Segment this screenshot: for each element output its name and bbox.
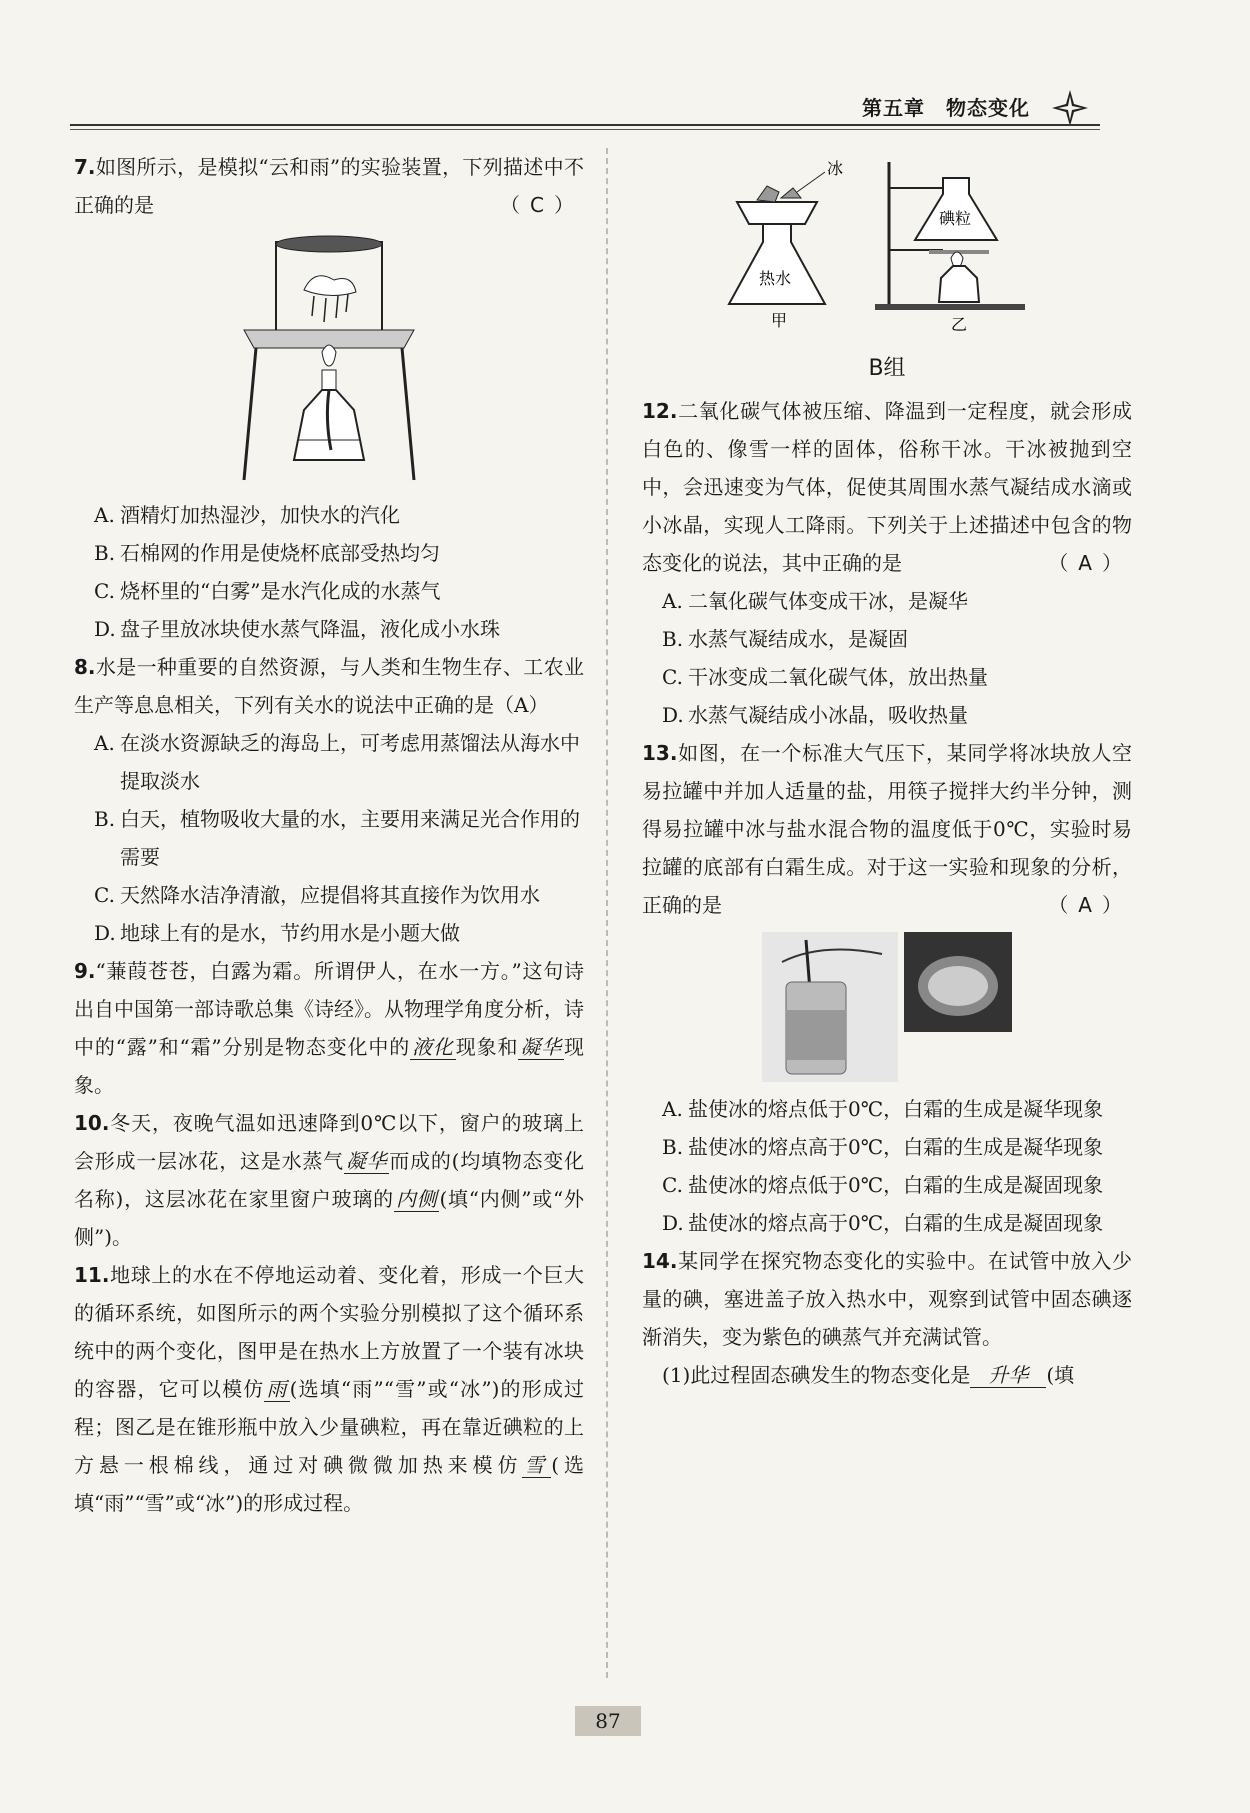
question-text: 某同学在探究物态变化的实验中。在试管中放入少量的碘，塞进盖子放入热水中，观察到试管中固态碘逐渐消失，变为紫色的碘蒸气并充满试管。 <box>642 1249 1132 1349</box>
iodine-label: 碘粒 <box>939 209 972 228</box>
option-text: 盘子里放冰块使水蒸气降温，液化成小水珠 <box>120 617 500 641</box>
answer-blank-2: 雪 <box>524 1453 550 1477</box>
option-text: 白天，植物吸收大量的水，主要用来满足光合作用的需要 <box>120 807 580 869</box>
option-letter: C. <box>662 665 683 689</box>
question-number: 10. <box>74 1111 110 1135</box>
question-number: 14. <box>642 1249 678 1273</box>
question-10 <box>74 1104 584 1256</box>
answer-mark: （A） <box>1048 551 1132 575</box>
sub-question-text: (填 <box>1046 1363 1075 1387</box>
hot-water-label: 热水 <box>759 269 792 288</box>
cloud-rain-apparatus-figure <box>234 230 424 490</box>
option-text: 盐使冰的熔点高于0℃，白霜的生成是凝固现象 <box>688 1211 1104 1235</box>
option-text: 干冰变成二氧化碳气体，放出热量 <box>688 665 988 689</box>
question-text: 现象和 <box>455 1035 519 1059</box>
option-letter: A. <box>662 1097 683 1121</box>
option-letter: D. <box>662 1211 684 1235</box>
figure-yi-label: 乙 <box>951 315 968 334</box>
option-text: 酒精灯加热湿沙，加快水的汽化 <box>120 503 400 527</box>
option-text: 水蒸气凝结成水，是凝固 <box>688 627 908 651</box>
option-letter: B. <box>662 1135 684 1159</box>
option-letter: D. <box>94 921 116 945</box>
question-text: (选填“雨”“雪”或“冰”)的形成过程。 <box>74 1453 585 1515</box>
question-number: 11. <box>74 1263 110 1287</box>
question-number: 7. <box>74 155 96 179</box>
ice-label: 冰 <box>827 159 844 178</box>
question-14 <box>642 1242 1132 1394</box>
can-experiment-photos <box>642 932 1132 1082</box>
frost-close-up-photo <box>904 932 1012 1032</box>
question-text: 冬天，夜晚气温如迅速降到0℃以下，窗户的玻璃上会形成一层冰花，这是水蒸气 <box>74 1111 584 1173</box>
option-letter: B. <box>94 807 116 831</box>
column-divider <box>606 148 608 1678</box>
option-letter: D. <box>94 617 116 641</box>
answer-mark: （A） <box>494 693 549 717</box>
options-7 <box>74 496 584 648</box>
question-13 <box>642 734 1132 1242</box>
answer-mark: （A） <box>1048 893 1132 917</box>
question-text: 现象。 <box>74 1035 584 1097</box>
question-text: “蒹葭苍苍，白露为霜。所谓伊人，在水一方。”这句诗出自中国第一部诗歌总集《诗经》。从物理学角度分析，诗中的“露”和“霜”分别是物态变化中的 <box>74 959 584 1059</box>
compass-logo-icon <box>1050 88 1090 128</box>
answer-mark: （C） <box>500 193 584 217</box>
question-text: 二氧化碳气体被压缩、降温到一定程度，就会形成白色的、像雪一样的固体，俗称干冰。干冰被抛到空中，会迅速变为气体，促使其周围水蒸气凝结成水滴或小冰晶，实现人工降雨。下列关于上述描述中包含的物态变化的说法，其中正确的是 <box>642 399 1132 575</box>
chapter-title: 第五章 物态变化 <box>862 96 1030 120</box>
question-11 <box>74 1256 584 1522</box>
can-stirring-photo <box>762 932 898 1082</box>
answer-blank-2: 凝华 <box>520 1035 562 1059</box>
option-text: 盐使冰的熔点低于0℃，白霜的生成是凝固现象 <box>688 1173 1104 1197</box>
question-number: 9. <box>74 959 96 983</box>
answer-blank-1: 雨 <box>266 1377 288 1401</box>
answer-blank-1: 凝华 <box>345 1149 388 1173</box>
group-b-title: B组 <box>868 356 906 381</box>
option-text: 盐使冰的熔点高于0℃，白霜的生成是凝华现象 <box>688 1135 1104 1159</box>
option-text: 在淡水资源缺乏的海岛上，可考虑用蒸馏法从海水中提取淡水 <box>120 731 580 793</box>
question-text: (填“内侧”或“外侧”)。 <box>74 1187 584 1249</box>
question-9 <box>74 952 584 1104</box>
page-header <box>70 88 1130 128</box>
option-text: 水蒸气凝结成小冰晶，吸收热量 <box>688 703 968 727</box>
option-letter: C. <box>94 579 115 603</box>
sub-question-text: (1)此过程固态碘发生的物态变化是 <box>662 1363 971 1387</box>
figure-jia-label: 甲 <box>771 311 788 330</box>
option-letter: A. <box>94 731 115 755</box>
option-letter: B. <box>662 627 684 651</box>
water-cycle-experiment-figure <box>707 154 1067 344</box>
option-letter: A. <box>662 589 683 613</box>
question-text: 如图所示，是模拟“云和雨”的实验装置，下列描述中不正确的是 <box>74 155 584 217</box>
question-number: 12. <box>642 399 678 423</box>
question-text: 地球上的水在不停地运动着、变化着，形成一个巨大的循环系统，如图所示的两个实验分别模拟了这个循环系统中的两个变化，图甲是在热水上方放置了一个装有冰块的容器，它可以模仿 <box>74 1263 584 1401</box>
question-7 <box>74 148 584 648</box>
option-letter: C. <box>662 1173 683 1197</box>
answer-blank: 升华 <box>970 1363 1046 1388</box>
option-letter: B. <box>94 541 116 565</box>
option-letter: A. <box>94 503 115 527</box>
question-text: 如图，在一个标准大气压下，某同学将冰块放人空易拉罐中并加人适量的盐，用筷子搅拌大约半分钟，测得易拉罐中冰与盐水混合物的温度低于0℃，实验时易拉罐的底部有白霜生成。对于这一实验和现象的分析，正确的是 <box>642 741 1132 917</box>
question-text: 水是一种重要的自然资源，与人类和生物生存、工农业生产等息息相关，下列有关水的说法中正确的是 <box>74 655 584 717</box>
right-column <box>642 148 1132 1394</box>
page-number: 87 <box>575 1706 641 1736</box>
question-number: 13. <box>642 741 678 765</box>
option-text: 天然降水洁净清澈，应提倡将其直接作为饮用水 <box>120 883 540 907</box>
question-text: 而成的(均填物态变化名称)，这层冰花在家里窗户玻璃的 <box>74 1149 584 1211</box>
header-rule <box>70 124 1100 130</box>
option-letter: C. <box>94 883 115 907</box>
option-text: 石棉网的作用是使烧杯底部受热均匀 <box>120 541 440 565</box>
question-text: (选填“雨”“雪”或“冰”)的形成过程；图乙是在锥形瓶中放入少量碘粒，再在靠近碘粒的上方悬一根棉线，通过对碘微微加热来模仿 <box>74 1377 585 1477</box>
option-text: 盐使冰的熔点低于0℃，白霜的生成是凝华现象 <box>688 1097 1104 1121</box>
option-letter: D. <box>662 703 684 727</box>
left-column <box>74 148 584 1522</box>
question-number: 8. <box>74 655 96 679</box>
answer-blank-1: 液化 <box>412 1035 454 1059</box>
option-text: 二氧化碳气体变成干冰，是凝华 <box>688 589 968 613</box>
option-text: 烧杯里的“白雾”是水汽化成的水蒸气 <box>120 579 441 603</box>
option-text: 地球上有的是水，节约用水是小题大做 <box>120 921 460 945</box>
answer-blank-2: 内侧 <box>395 1187 438 1211</box>
question-8 <box>74 648 584 952</box>
question-12 <box>642 392 1132 734</box>
